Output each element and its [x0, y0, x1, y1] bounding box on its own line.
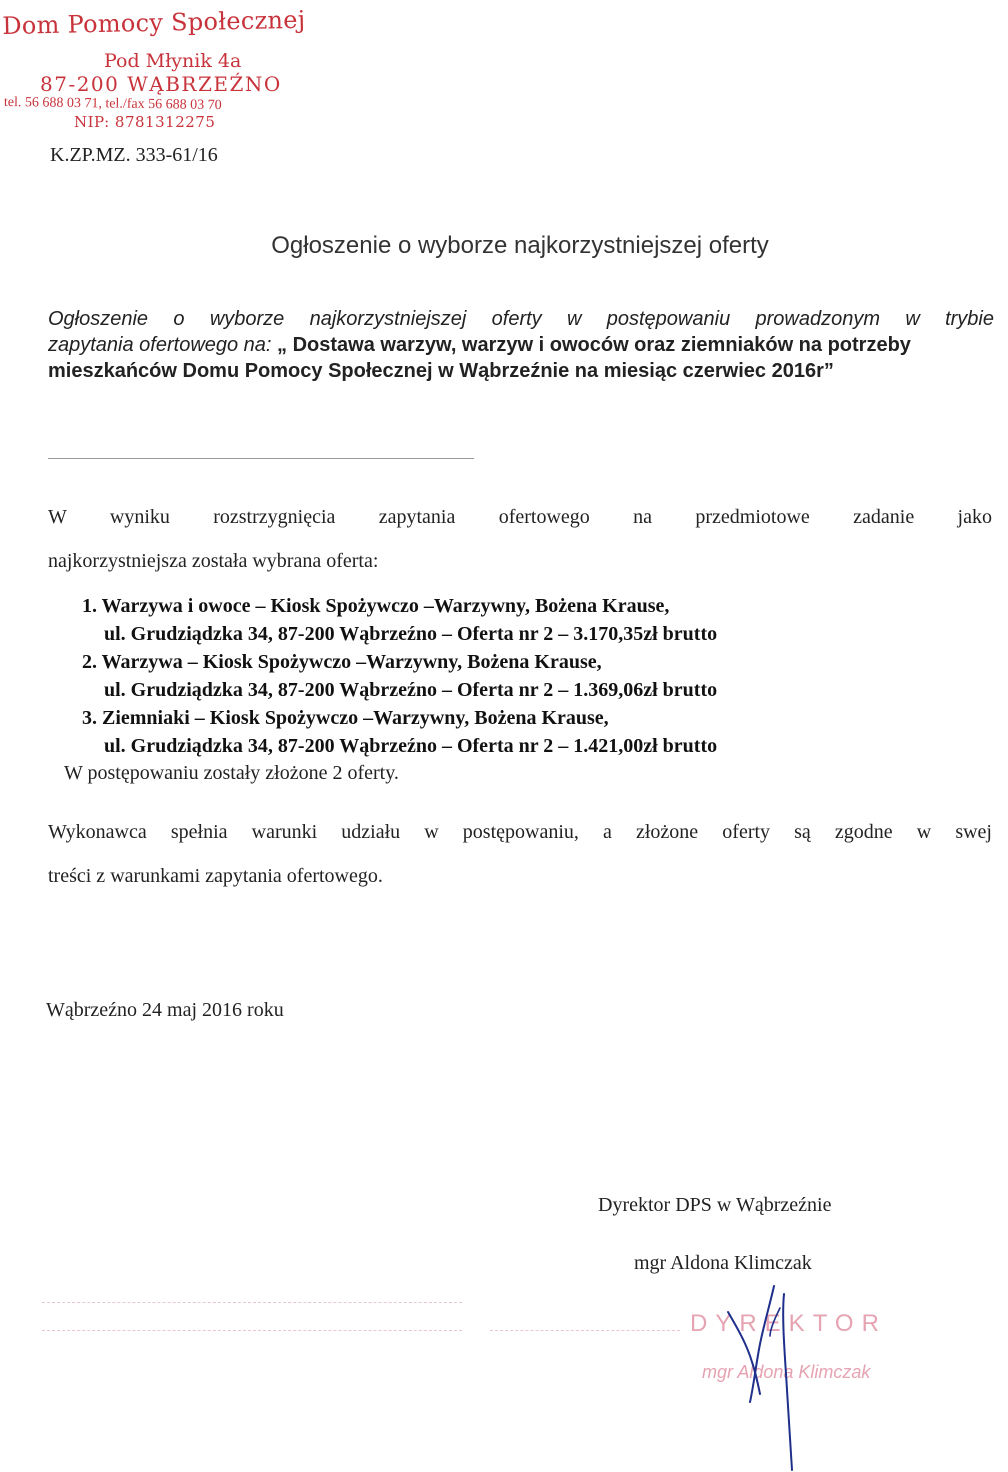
stamp-phone: tel. 56 688 03 71, tel./fax 56 688 03 70 [3, 95, 222, 114]
date-line: Wąbrzeźno 24 maj 2016 roku [46, 999, 284, 1021]
offer-line: ul. Grudziądzka 34, 87-200 Wąbrzeźno – Oferta nr 2 – 1.421,00zł brutto [104, 735, 718, 757]
faint-rule [42, 1302, 462, 1303]
compliance-paragraph [48, 810, 992, 898]
result-paragraph [48, 495, 992, 583]
offers-note: W postępowaniu zostały złożone 2 oferty. [64, 762, 399, 784]
intro-paragraph [48, 306, 994, 384]
offer-line: 3. Ziemniaki – Kiosk Spożywczo –Warzywny, Bożena Krause, [82, 707, 609, 729]
stamp-city: 87-200 WĄBRZEŹNO [40, 72, 282, 96]
director-stamp-name: mgr Aldona Klimczak [702, 1362, 871, 1382]
document-title: Ogłoszenie o wyborze najkorzystniejszej oferty [271, 232, 769, 259]
stamp-street: Pod Młynik 4a [104, 50, 242, 72]
result-line: W wyniku rozstrzygnięcia zapytania ofertowego na przedmiotowe zadanie jako [48, 506, 992, 528]
intro-subject: „ Dostawa warzyw, warzyw i owoców oraz ziemniaków na potrzeby mieszkańców Domu Pomocy Społecznej w Wąbrzeźnie na miesiąc czerwiec 2016r” [48, 334, 911, 382]
offer-line: 2. Warzywa – Kiosk Spożywczo –Warzywny, Bożena Krause, [82, 651, 602, 673]
offers-list [82, 592, 717, 760]
offer-item [82, 648, 717, 704]
faint-rule [490, 1330, 680, 1331]
reference-number: K.ZP.MZ. 333-61/16 [50, 144, 218, 166]
compliance-line: Wykonawca spełnia warunki udziału w postępowaniu, a złożone oferty są zgodne w swej [48, 821, 992, 843]
offer-item [82, 592, 717, 648]
offer-line: 1. Warzywa i owoce – Kiosk Spożywczo –Warzywny, Bożena Krause, [82, 595, 670, 617]
offer-item [82, 704, 717, 760]
stamp-nip: NIP: 8781312275 [74, 113, 216, 131]
offer-line: ul. Grudziądzka 34, 87-200 Wąbrzeźno – Oferta nr 2 – 3.170,35zł brutto [104, 623, 718, 645]
offer-line: ul. Grudziądzka 34, 87-200 Wąbrzeźno – Oferta nr 2 – 1.369,06zł brutto [104, 679, 718, 701]
signatory-name: mgr Aldona Klimczak [634, 1252, 812, 1274]
faint-rule [42, 1330, 462, 1331]
result-line: najkorzystniejsza została wybrana oferta: [48, 550, 379, 572]
compliance-line: treści z warunkami zapytania ofertowego. [48, 865, 383, 887]
stamp-institution-name: Dom Pomocy Społecznej [2, 5, 306, 40]
divider [48, 458, 474, 459]
intro-prefix: zapytania ofertowego na: [48, 334, 272, 356]
signatory-title: Dyrektor DPS w Wąbrzeźnie [598, 1194, 832, 1216]
intro-line: Ogłoszenie o wyborze najkorzystniejszej oferty w postępowaniu prowadzonym w trybie [48, 308, 994, 330]
handwritten-signature [690, 1284, 810, 1472]
director-stamp-title: DYREKTOR [690, 1310, 887, 1337]
